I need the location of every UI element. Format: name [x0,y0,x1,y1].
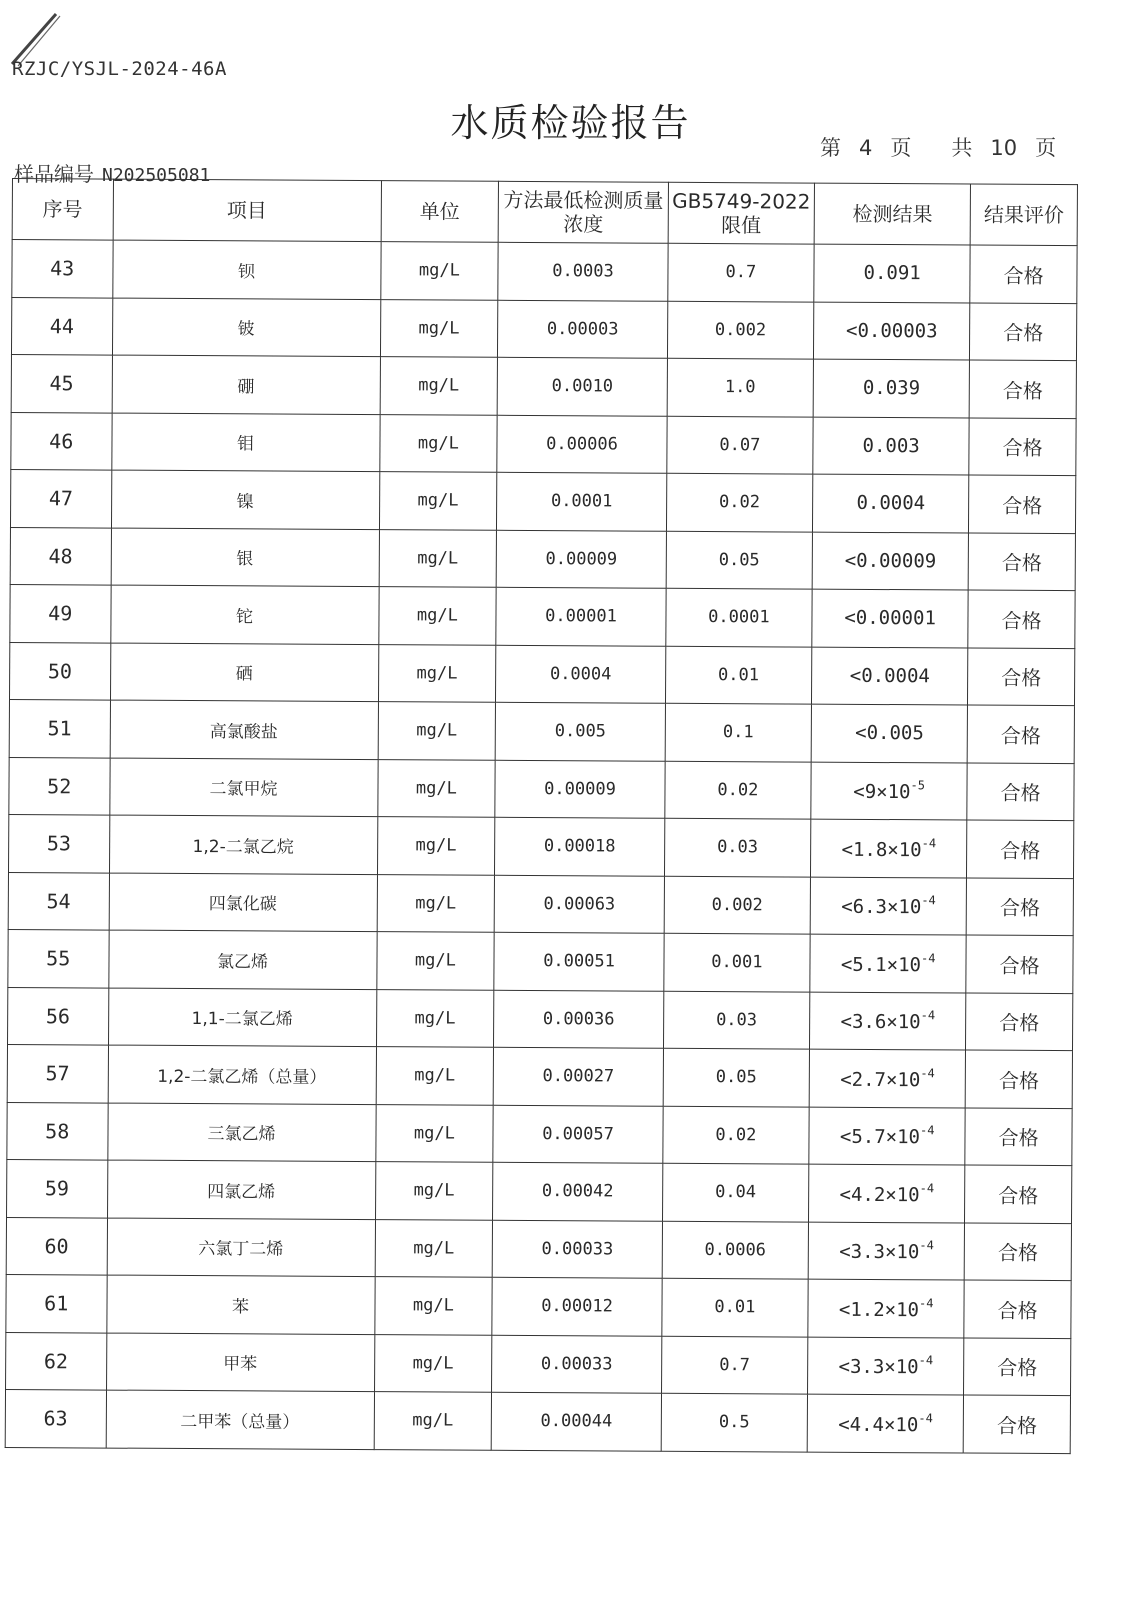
table-row [11,354,1076,418]
row-unit: mg/L [377,817,495,875]
row-detection-limit: 0.00027 [493,1047,663,1105]
row-evaluation: 合格 [966,993,1073,1051]
table-row [7,1044,1072,1108]
row-item: 氯乙烯 [108,930,376,989]
row-evaluation: 合格 [970,303,1077,361]
row-item: 四氯化碳 [109,873,377,932]
row-result [809,1107,966,1165]
row-index: 56 [8,987,109,1045]
result-value: <0.00009 [844,549,937,573]
table-row [10,527,1075,591]
row-index: 52 [9,757,110,815]
row-detection-limit: 0.0003 [498,242,668,300]
table-row [9,642,1074,706]
result-exponent: -4 [920,950,936,966]
row-item: 二甲苯（总量） [106,1390,374,1449]
table-row [9,814,1074,878]
row-standard-limit: 0.001 [664,933,811,991]
row-index: 46 [11,412,112,470]
row-standard-limit: 0.02 [666,473,813,531]
row-item: 钼 [111,413,379,472]
result-exponent: -4 [918,1410,933,1426]
page-current: 4 [859,136,873,160]
row-evaluation: 合格 [967,763,1074,821]
header-standard-limit: GB5749-2022限值 [668,182,815,244]
page-indicator [820,132,1074,162]
row-result [811,762,968,820]
row-item: 三氯乙烯 [107,1103,375,1162]
row-evaluation: 合格 [968,705,1075,763]
row-detection-limit: 0.00042 [493,1162,663,1220]
result-value: <6.3×10 [841,896,922,919]
row-result [813,417,970,475]
row-detection-limit: 0.00018 [495,817,665,875]
row-unit: mg/L [376,932,494,990]
row-detection-limit: 0.00033 [492,1220,662,1278]
page-total-word: 页 [1035,136,1057,160]
result-exponent: -4 [921,836,937,851]
row-detection-limit: 0.00063 [494,875,664,933]
row-index: 45 [11,354,112,412]
row-detection-limit: 0.0001 [497,472,667,530]
result-value: <1.8×10 [841,838,922,862]
row-index: 47 [10,469,111,527]
row-result [808,1222,965,1280]
row-item: 六氯丁二烯 [107,1218,375,1277]
table-row [6,1274,1071,1338]
row-evaluation: 合格 [964,1280,1071,1338]
row-result [811,647,968,705]
row-standard-limit: 0.03 [663,991,810,1049]
row-result [810,934,967,992]
row-unit: mg/L [377,874,495,932]
result-value: <4.4×10 [838,1413,919,1436]
row-item: 铊 [110,585,378,644]
row-detection-limit: 0.00044 [491,1392,661,1450]
row-unit: mg/L [377,759,495,817]
row-unit: mg/L [378,587,496,645]
row-item: 硼 [112,355,380,414]
result-value: <0.0004 [849,664,930,688]
page-total: 10 [990,136,1018,160]
row-item: 甲苯 [106,1333,374,1392]
row-unit: mg/L [378,702,496,760]
row-index: 58 [7,1102,108,1160]
result-value: 0.091 [863,262,921,285]
result-value: <1.2×10 [838,1298,920,1321]
row-unit: mg/L [380,357,498,415]
results-table [5,178,1078,1454]
row-detection-limit: 0.00001 [496,587,666,645]
result-exponent: -4 [919,1123,935,1138]
row-detection-limit: 0.00006 [497,415,667,473]
table-row [6,1332,1071,1396]
row-standard-limit: 0.1 [665,703,812,761]
row-result [810,877,967,935]
row-standard-limit: 0.0001 [666,588,813,646]
row-unit: mg/L [375,1219,493,1277]
row-standard-limit: 0.7 [668,243,815,301]
row-standard-limit: 0.01 [665,646,812,704]
table-row [8,872,1073,936]
page-prefix: 第 [820,136,841,160]
table-row [10,469,1075,533]
row-evaluation: 合格 [969,475,1076,533]
row-detection-limit: 0.00036 [494,990,664,1048]
row-unit: mg/L [375,1104,493,1162]
table-row [12,240,1077,304]
result-exponent: -5 [910,778,926,793]
row-detection-limit: 0.00009 [495,760,665,818]
row-evaluation: 合格 [966,935,1073,993]
result-value: <0.00003 [845,319,938,343]
document-code: RZJC/YSJL-2024-46A [12,58,227,80]
result-value: 0.039 [862,377,921,400]
row-item: 铍 [112,298,380,357]
table-row [6,1217,1071,1281]
row-evaluation: 合格 [964,1338,1071,1396]
row-index: 50 [9,642,110,700]
row-item: 1,2-二氯乙烯（总量） [108,1045,376,1104]
row-result [808,1337,965,1395]
report-title: 水质检验报告 [450,101,691,145]
result-exponent: -4 [919,1238,934,1253]
result-value: 0.0004 [856,492,926,515]
row-detection-limit: 0.00012 [492,1277,662,1335]
row-index: 60 [6,1217,107,1275]
result-value: <5.1×10 [840,953,922,976]
row-detection-limit: 0.00033 [492,1335,662,1393]
row-item: 二氯甲烷 [109,758,377,817]
row-unit: mg/L [376,1047,494,1105]
row-item: 银 [111,528,379,587]
row-item: 四氯乙烯 [107,1160,375,1219]
table-row [10,584,1075,648]
row-item: 钡 [112,240,380,299]
result-exponent: -4 [919,1180,935,1196]
result-value: <4.2×10 [839,1183,920,1206]
row-detection-limit: 0.00051 [494,932,664,990]
row-index: 54 [8,872,109,930]
row-detection-limit: 0.00057 [493,1105,663,1163]
row-standard-limit: 1.0 [667,358,814,416]
header-result: 检测结果 [814,183,971,245]
row-standard-limit: 0.02 [663,1106,810,1164]
row-result [809,1049,966,1107]
row-result [813,302,970,360]
row-result [808,1279,965,1337]
row-index: 61 [6,1274,107,1332]
row-unit: mg/L [375,1162,493,1220]
row-result [807,1394,964,1452]
row-result [811,819,968,877]
row-unit: mg/L [379,414,497,472]
row-item: 高氯酸盐 [110,700,378,759]
row-standard-limit: 0.002 [664,876,811,934]
row-unit: mg/L [374,1277,492,1335]
row-unit: mg/L [379,472,497,530]
table-header-row [12,179,1077,246]
row-result [812,532,969,590]
row-evaluation: 合格 [969,533,1076,591]
row-result [814,244,971,302]
row-item: 1,1-二氯乙烯 [108,988,376,1047]
table-row [9,757,1074,821]
row-detection-limit: 0.0010 [497,357,667,415]
table-row [11,412,1076,476]
row-unit: mg/L [374,1334,492,1392]
row-detection-limit: 0.00009 [496,530,666,588]
row-evaluation: 合格 [968,648,1075,706]
table-row [5,1389,1070,1453]
row-evaluation: 合格 [970,245,1077,303]
table-body [5,240,1077,1454]
row-result [811,704,968,762]
table-row [8,929,1073,993]
row-evaluation: 合格 [965,1165,1072,1223]
row-item: 镍 [111,470,379,529]
result-exponent: -4 [920,1065,935,1081]
result-exponent: -4 [920,1008,936,1023]
row-index: 48 [10,527,111,585]
result-value: <2.7×10 [840,1068,921,1091]
row-index: 51 [9,699,110,757]
row-unit: mg/L [380,242,498,300]
result-value: <3.3×10 [838,1356,919,1379]
row-evaluation: 合格 [969,360,1076,418]
row-evaluation: 合格 [967,878,1074,936]
row-standard-limit: 0.05 [663,1048,810,1106]
result-value: <5.7×10 [839,1126,921,1149]
row-unit: mg/L [379,529,497,587]
row-unit: mg/L [380,299,498,357]
row-standard-limit: 0.01 [662,1278,809,1336]
page-word: 页 [890,136,912,160]
result-value: 0.003 [862,434,920,457]
table-row [8,987,1073,1051]
row-index: 59 [7,1159,108,1217]
header-item: 项目 [113,179,381,242]
table-row [7,1159,1072,1223]
row-unit: mg/L [378,644,496,702]
row-result [812,474,969,532]
page-total-prefix: 共 [951,136,973,160]
row-evaluation: 合格 [968,590,1075,648]
table-row [9,699,1074,763]
row-detection-limit: 0.0004 [496,645,666,703]
row-result [813,359,970,417]
row-unit: mg/L [374,1392,492,1450]
sample-label: 样品编号 [14,162,94,186]
table-row [11,297,1076,361]
header-detection-limit: 方法最低检测质量浓度 [498,181,668,243]
row-evaluation: 合格 [965,1108,1072,1166]
row-standard-limit: 0.04 [662,1163,809,1221]
row-standard-limit: 0.02 [665,761,812,819]
row-standard-limit: 0.7 [661,1336,808,1394]
row-standard-limit: 0.0006 [662,1221,809,1279]
row-result [810,992,967,1050]
sample-value: N202505081 [102,165,211,186]
row-detection-limit: 0.005 [495,702,665,760]
row-standard-limit: 0.07 [667,416,814,474]
result-value: <3.3×10 [839,1241,920,1264]
result-value: <3.6×10 [840,1011,921,1034]
row-evaluation: 合格 [966,1050,1073,1108]
row-result [812,589,969,647]
row-evaluation: 合格 [967,820,1074,878]
row-index: 63 [5,1389,106,1447]
row-detection-limit: 0.00003 [498,300,668,358]
row-index: 62 [6,1332,107,1390]
row-index: 44 [11,297,112,355]
row-item: 硒 [110,643,378,702]
row-evaluation: 合格 [969,418,1076,476]
row-item: 苯 [106,1275,374,1334]
row-standard-limit: 0.5 [661,1393,808,1451]
row-index: 55 [8,929,109,987]
header-unit: 单位 [381,181,499,243]
row-standard-limit: 0.03 [664,818,811,876]
result-value: <0.00001 [844,607,936,630]
result-exponent: -4 [921,893,936,908]
row-standard-limit: 0.002 [667,301,814,359]
row-evaluation: 合格 [964,1395,1071,1453]
row-standard-limit: 0.05 [666,531,813,589]
row-evaluation: 合格 [965,1223,1072,1281]
row-unit: mg/L [376,989,494,1047]
row-result [809,1164,966,1222]
result-exponent: -4 [918,1295,934,1311]
row-index: 53 [9,814,110,872]
row-index: 49 [10,584,111,642]
result-value: <0.005 [855,722,924,745]
row-index: 43 [12,240,113,298]
result-value: <9×10 [853,781,911,804]
row-item: 1,2-二氯乙烷 [109,815,377,874]
result-exponent: -4 [918,1353,934,1368]
header-evaluation: 结果评价 [970,184,1077,246]
row-index: 57 [7,1044,108,1102]
table-row [7,1102,1072,1166]
header-index: 序号 [12,179,113,241]
